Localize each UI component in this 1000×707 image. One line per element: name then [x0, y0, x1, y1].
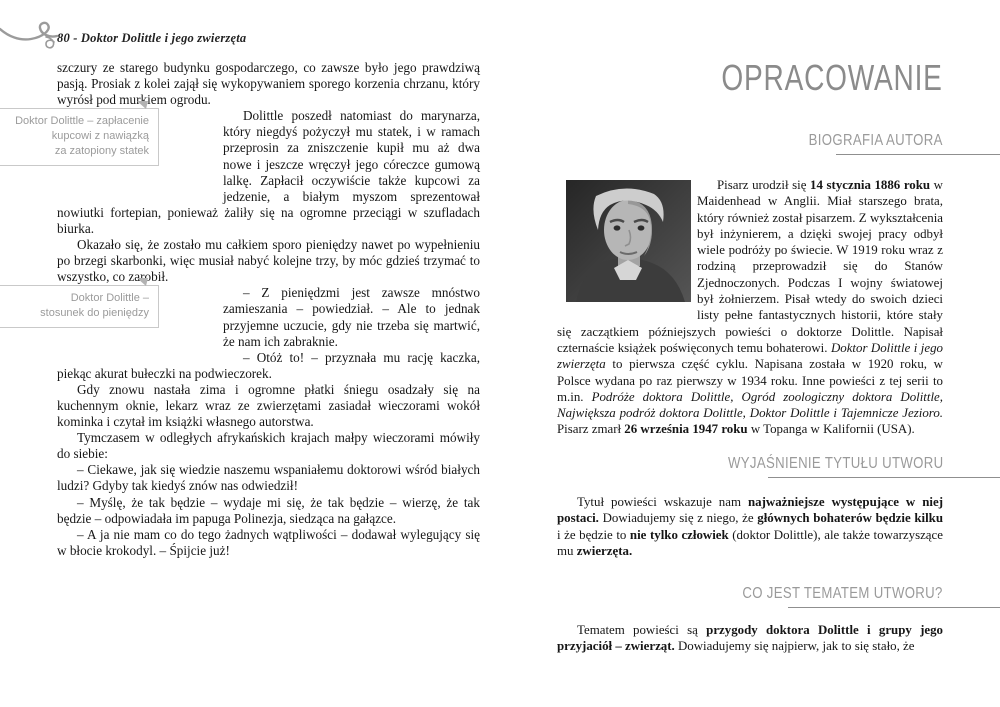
- text-run: Tymczasem w odległych afrykańskich krajach małpy wieczorami mówiły do siebie:: [57, 430, 480, 462]
- margin-note-line: Doktor Dolittle –: [70, 292, 149, 305]
- chapter-title: OPRACOWANIE: [721, 57, 943, 98]
- text-run: przygody doktora Dolittle i grupy jego przyjaciół – zwierząt.: [557, 623, 943, 654]
- section-title: CO JEST TEMATEM UTWORU?: [742, 585, 943, 602]
- paragraph: [57, 527, 480, 559]
- paragraph: [57, 60, 480, 108]
- text-run: – Otóż to! – przyznała mu rację kaczka, piekąc akurat bułeczki na podwieczorek.: [57, 349, 480, 381]
- margin-note: [0, 285, 159, 328]
- section-title: BIOGRAFIA AUTORA: [808, 132, 943, 149]
- text-run: Gdy znowu nastała zima i ogromne płatki śniegu osadzały się na kuchennym oknie, lekarz wraz ze zwierzętami zasiadał wieczorami wokół kominka i czytał im książki własnego autorstwa.: [57, 381, 480, 430]
- section-biografia-autora: [557, 132, 943, 438]
- right-page: [557, 0, 943, 707]
- text-run: głównych bohaterów będzie kilku: [757, 511, 943, 526]
- margin-note-wrap: [15, 108, 215, 189]
- text-run: Dowiadujemy się najpierw, jak to się stało, że: [674, 639, 915, 654]
- section-header-row: [557, 132, 943, 155]
- running-head: 80 - Doktor Dolittle i jego zwierzęta: [57, 31, 247, 45]
- text-run: Pisarz urodził się: [717, 178, 811, 192]
- text-run: i że będzie to: [557, 527, 630, 542]
- text-run: Dowiadujemy się z niego, że: [598, 511, 758, 526]
- text-run: Pisarz zmarł: [557, 422, 625, 437]
- paragraph: [57, 462, 480, 494]
- section-rule: [836, 154, 1000, 155]
- text-run: Dolittle poszedł natomiast do marynarza, który niegdyś pożyczył mu statek, i w ramach przeprosin za zniszczenie kupił mu aż dwa nowe i jeszcze wręczył jego córeczce gumową lalkę. Zapłacił oczywiście także kupcowi za jedzenie, a białym myszom sprezentował nowiutki fortepian, ponieważ żaliły się na ogromne przeciągi w szufladach biurka.: [57, 108, 480, 236]
- paragraph: [57, 237, 480, 285]
- text-run: – A ja nie mam co do tego żadnych wątpliwości – dodawał wylegujący się w błocie krokodyl. – Śpijcie już!: [57, 526, 480, 558]
- note-marker-triangle-icon: [137, 101, 148, 109]
- margin-note-wrap: [40, 285, 215, 350]
- text-run: – Myślę, że tak będzie – wydaje mi się, że tak będzie – wierzę, że tak będzie – odpowiadała im papuga Polinezja, siedząca na gałązce.: [57, 494, 480, 526]
- text-run: Tematem powieści są: [577, 623, 707, 637]
- section-wyjasnienie-tytulu: [557, 455, 943, 559]
- paragraph: [557, 622, 943, 655]
- author-photo: [566, 180, 691, 302]
- text-run: Tytuł powieści wskazuje nam: [577, 495, 749, 509]
- section-header-row: [557, 585, 943, 608]
- text-run: zwierzęta.: [576, 543, 633, 558]
- text-run: to pierwsza część cyklu. Napisana została w 1920 roku, w Polsce wydana po raz pierwszy w 1934 roku. Inne powieści z tej serii to m.in.: [557, 357, 943, 404]
- paragraph: [57, 495, 480, 527]
- section-rule: [768, 477, 1000, 478]
- section-title: WYJAŚNIENIE TYTUŁU UTWORU: [727, 455, 943, 472]
- text-run: (doktor Dolittle), ale także towarzyszące mu: [557, 527, 943, 558]
- paragraph: [57, 382, 480, 430]
- paragraph: [557, 494, 943, 559]
- text-run: szczury ze starego budynku gospodarczego, co zawsze było jego prawdziwą pasją. Prosiak z kolei zajął się wykopywaniem sporego korzenia chrzanu, który wyrósł pod murkiem ogrodu.: [57, 60, 480, 108]
- text-run: – Z pieniędzmi jest zawsze mnóstwo zamieszania – powiedział. – Ale to jednak przyjemne uczucie, gdy nie trzeba się martwić, że nam ich zabraknie.: [223, 285, 480, 349]
- section-body: [557, 494, 943, 559]
- margin-note-line: kupcowi z nawiązką: [51, 130, 149, 143]
- margin-note-line: za zatopiony statek: [54, 145, 149, 158]
- text-run: w Topanga w Kalifornii (USA).: [747, 422, 915, 437]
- section-temat-utworu: [557, 585, 943, 655]
- text-run: 14 stycznia 1886 roku: [810, 178, 931, 192]
- margin-note-line: stosunek do pieniędzy: [40, 307, 149, 320]
- text-run: najważniejsze występujące w niej postaci.: [557, 495, 943, 526]
- flourish-ornament-icon: [0, 20, 62, 56]
- text-run: – Ciekawe, jak się wiedzie naszemu wspaniałemu doktorowi wśród białych ludzi? Gdyby tak kiedyś znów nas odwiedził!: [57, 462, 480, 494]
- text-run: Podróże doktora Dolittle, Ogród zoologiczny doktora Dolittle, Największa podróż doktora Dolittle, Doktor Dolittle i Tajemnicze Jezioro.: [557, 389, 943, 421]
- section-body: [557, 622, 943, 655]
- paragraph: [57, 430, 480, 462]
- text-run: w Maidenhead w Anglii. Miał starszego brata, który również został pisarzem. Z wykształcenia był inżynierem, a dzięki swojej pracy odbył wiele podróży po świecie. W 1919 roku wraz z rodziną przeprowadził się do Stanów Zjednoczonych. Podczas I wojny światowej był żołnierzem. Pisał wtedy do swoich dzieci listy pełne fantastycznych historii, które stały się zaczątkiem późniejszych powieści o doktorze Dolittle. Napisał czternaście książek poświęconych temu bohaterowi.: [557, 178, 943, 355]
- margin-note-line: Doktor Dolittle – zapłacenie: [15, 115, 149, 128]
- note-marker-triangle-icon: [137, 278, 148, 286]
- section-rule: [788, 607, 1000, 608]
- text-run: 26 września 1947 roku: [624, 422, 748, 437]
- text-run: nie tylko człowiek: [629, 527, 729, 542]
- text-run: Okazało się, że zostało mu całkiem sporo pieniędzy nawet po wypełnieniu po brzegi skarbonki, więc musiał nabyć kolejne trzy, by móc gdzieś trzymać to wszystko, co zarobił.: [57, 237, 480, 285]
- text-run: Doktor Dolittle i jego zwierzęta: [557, 340, 943, 372]
- left-body-text: [15, 60, 480, 559]
- section-header-row: [557, 455, 943, 478]
- paragraph: [57, 350, 480, 382]
- margin-note: [0, 108, 159, 166]
- section-body: [557, 177, 943, 438]
